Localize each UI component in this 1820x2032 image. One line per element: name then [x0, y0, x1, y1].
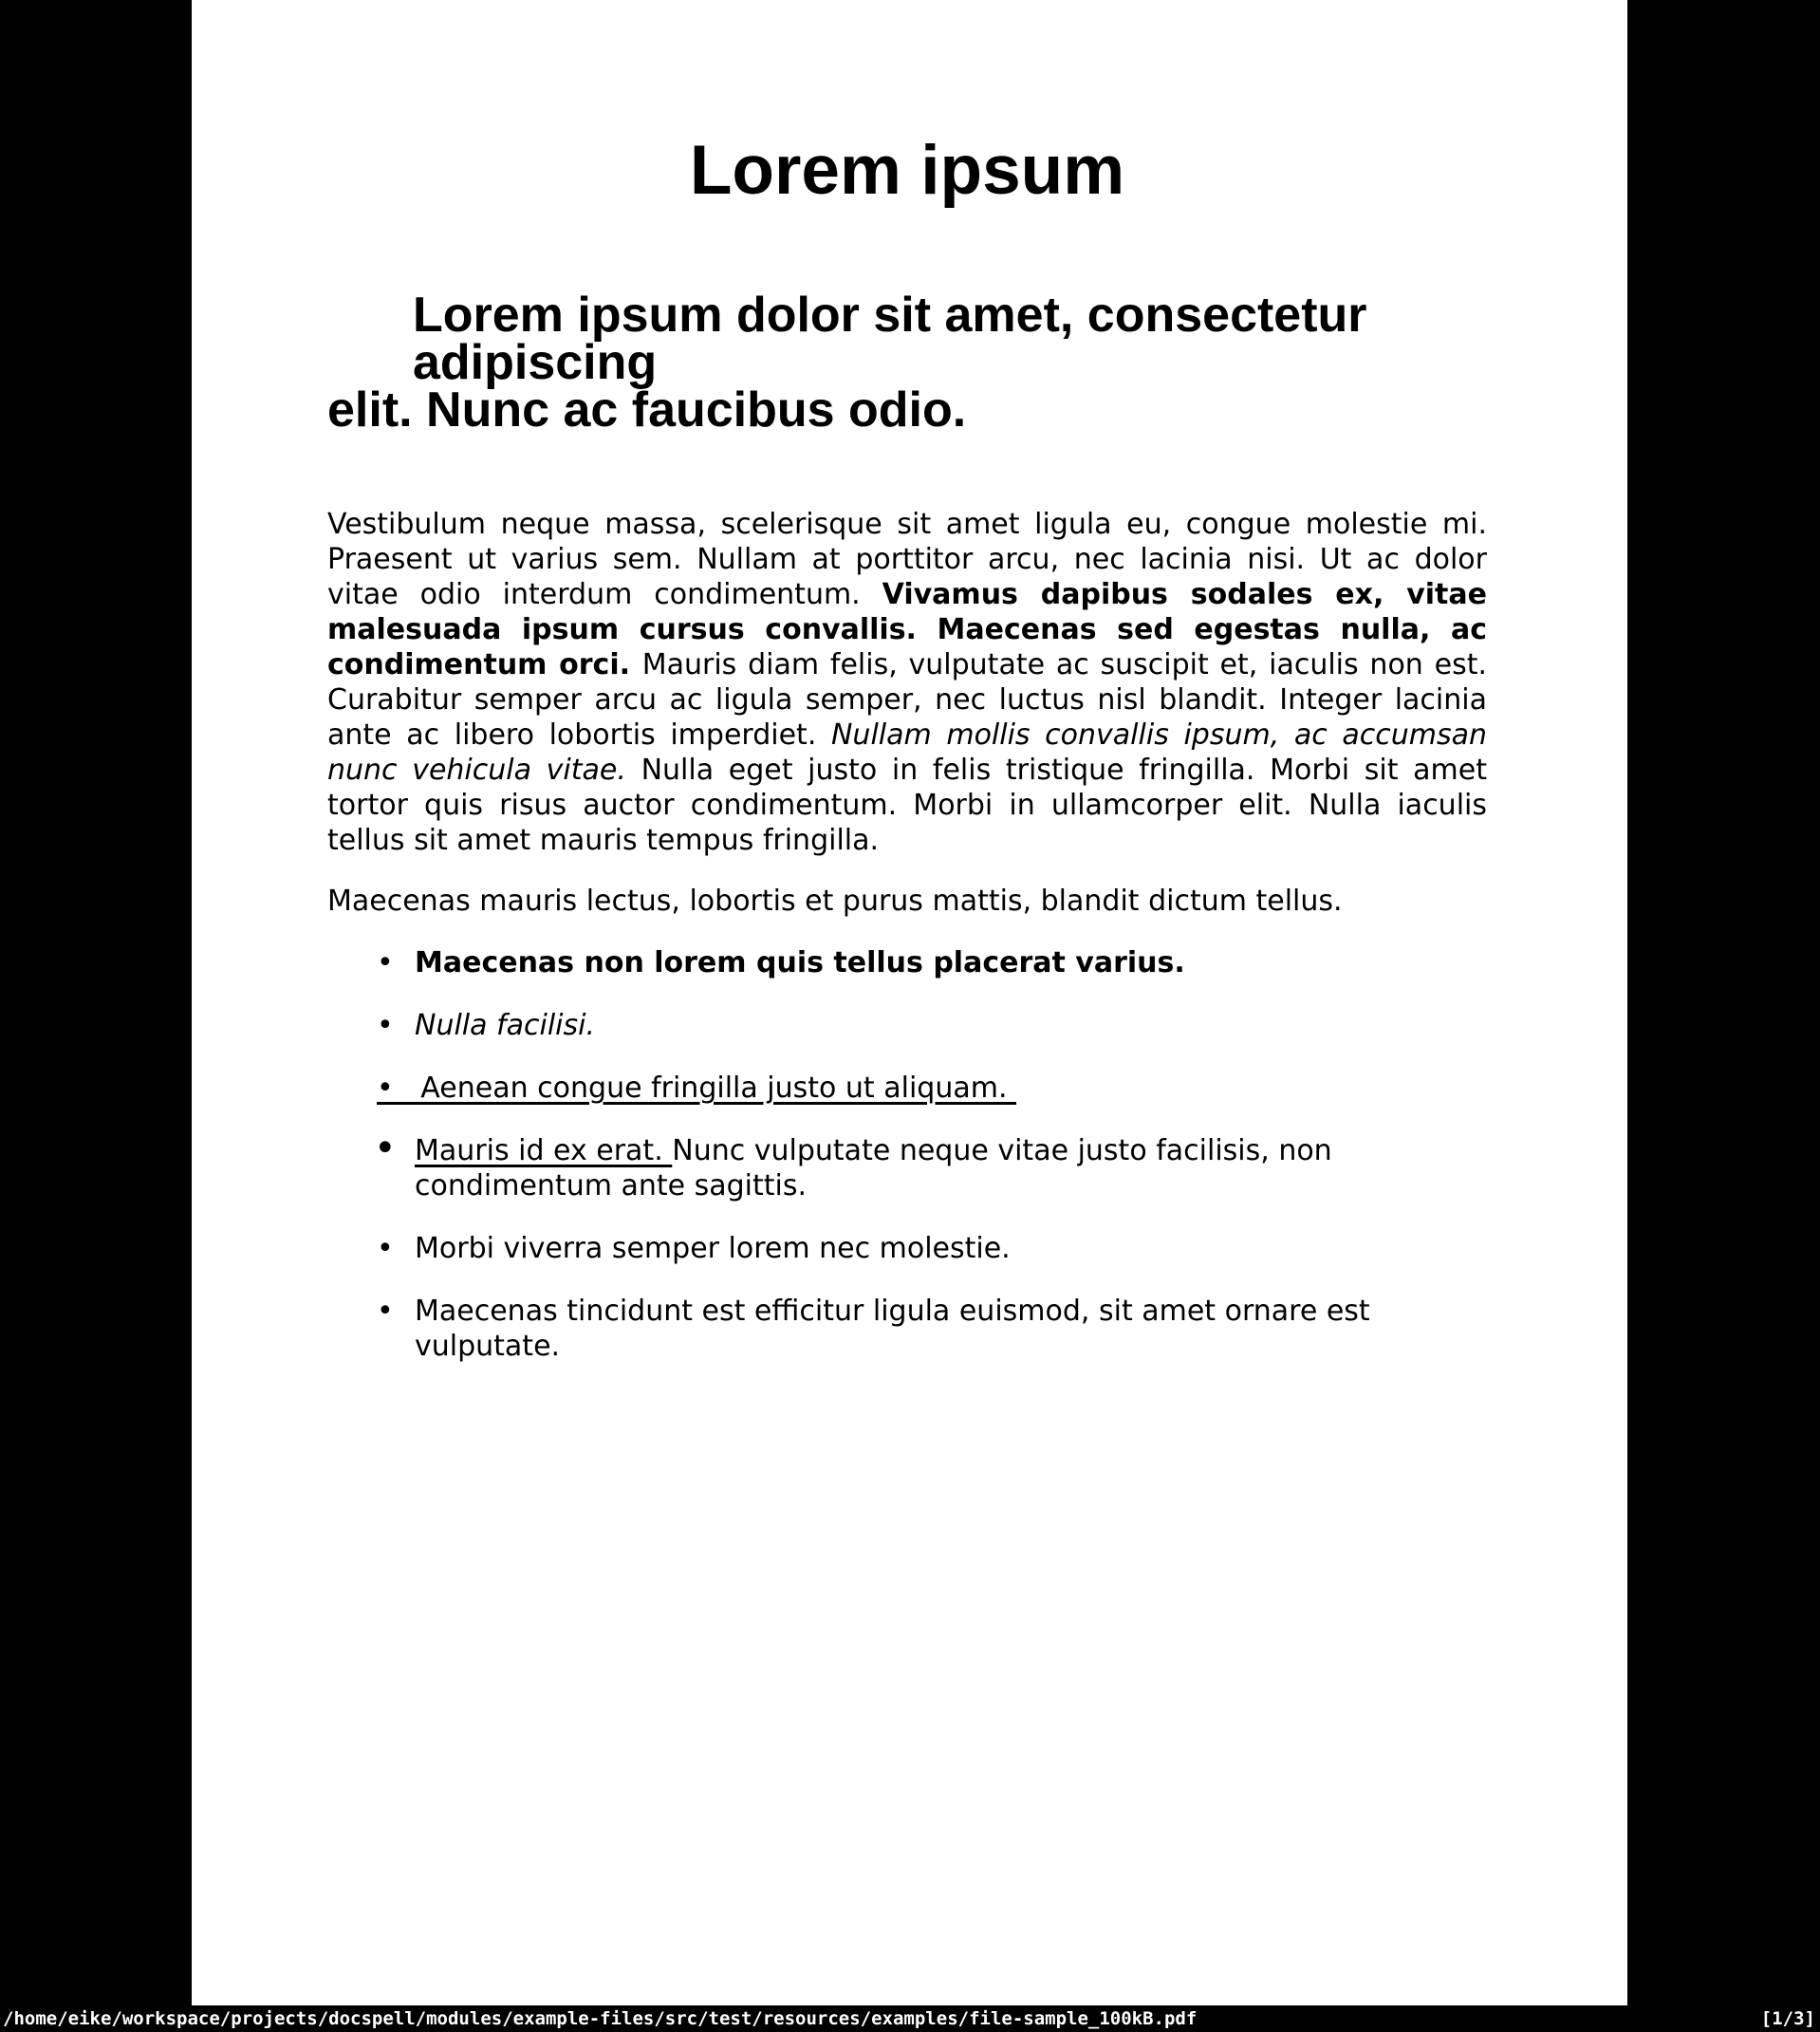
document-heading: [327, 288, 1487, 438]
text-run-underline: Mauris id ex erat.: [415, 1134, 673, 1167]
text-run-bold: Vivamus dapibus sodales ex, vitae malesuada ipsum cursus convallis. Maecenas sed egestas nulla, ac condimentum orci.: [327, 578, 1487, 681]
document-title: Lorem ipsum: [689, 132, 1125, 209]
bullet-list: [327, 945, 1487, 1364]
status-bar: [0, 2005, 1820, 2032]
text-run-normal: Nulla eget justo in felis tristique fringilla. Morbi sit amet tortor quis risus auctor condimentum. Morbi in ullamcorper elit. Nulla iaculis tellus sit amet mauris tempus fringilla.: [327, 754, 1487, 857]
list-item: [327, 1133, 1487, 1203]
document-heading-line-1: Lorem ipsum dolor sit amet, consectetur adipiscing: [413, 288, 1367, 390]
text-run-italic: Nulla facilisi.: [415, 1009, 595, 1042]
text-run-normal: Vestibulum neque massa, scelerisque sit amet ligula eu, congue molestie mi. Praesent ut varius sem. Nullam at porttitor arcu, nec lacinia nisi. Ut ac dolor vitae odio interdum condimentum.: [327, 508, 1487, 611]
list-item: [327, 945, 1487, 980]
status-file-path: /home/eike/workspace/projects/docspell/modules/example-files/src/test/resources/examples/file-sample_100kB.pdf: [3, 2008, 1198, 2029]
list-intro-paragraph: Maecenas mauris lectus, lobortis et purus mattis, blandit dictum tellus.: [327, 885, 1343, 918]
list-item: [327, 1231, 1487, 1266]
list-item: [327, 1008, 1487, 1043]
text-run-normal: Mauris diam felis, vulputate ac suscipit et, iaculis non est. Curabitur semper arcu ac ligula semper, nec luctus nisl blandit. Integer lacinia ante ac libero lobortis imperdiet.: [327, 648, 1487, 752]
text-run-normal: Morbi viverra semper lorem nec molestie.: [415, 1232, 1011, 1265]
text-run-normal: Maecenas tincidunt est efficitur ligula euismod, sit amet ornare est vulputate.: [415, 1295, 1370, 1363]
list-item: [327, 1071, 1487, 1106]
text-run-underline: • Aenean congue fringilla justo ut aliquam.: [377, 1072, 1017, 1105]
document-page[interactable]: [192, 0, 1627, 2005]
document-heading-line-2: elit. Nunc ac faucibus odio.: [327, 382, 967, 438]
list-item: [327, 1294, 1487, 1364]
text-run-normal: Nunc vulputate neque vitae justo facilisis, non condimentum ante sagittis.: [415, 1134, 1332, 1202]
text-run-bold: Maecenas non lorem quis tellus placerat varius.: [415, 946, 1185, 979]
text-run-italic: Nullam mollis convallis ipsum, ac accumsan nunc vehicula vitae.: [327, 718, 1487, 787]
body-paragraph: [327, 507, 1487, 858]
status-page-indicator: [1/3]: [1760, 2008, 1815, 2029]
page-content: [327, 132, 1487, 1364]
